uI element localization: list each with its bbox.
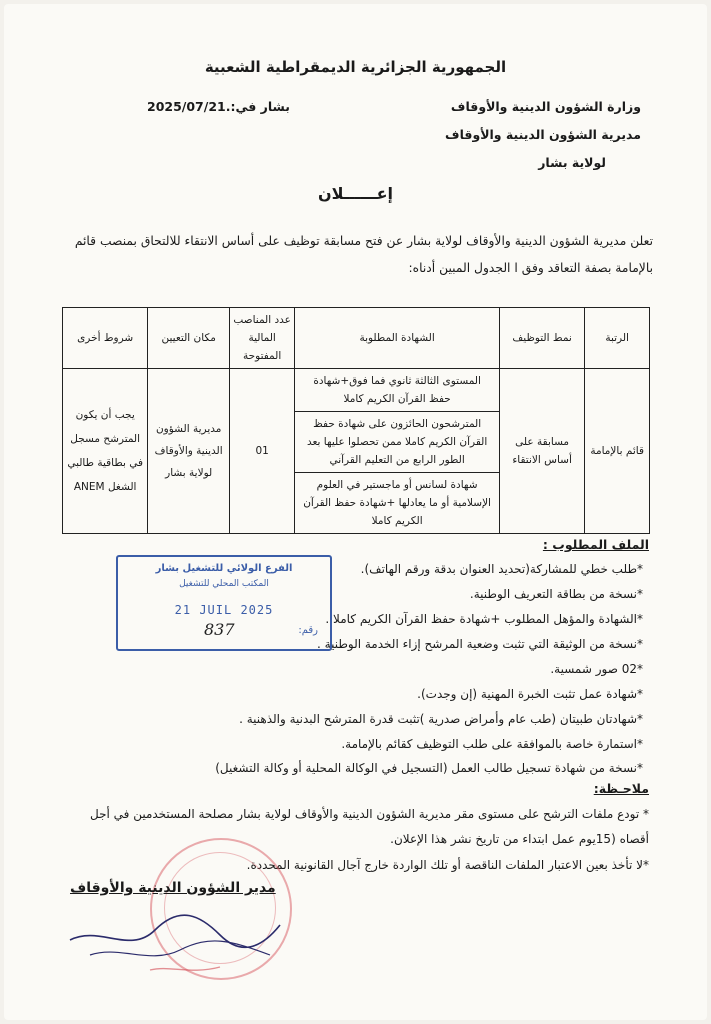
note-item: *لا تأخذ بعين الاعتبار الملفات الناقصة أو تلك الواردة خارج آجال القانونية المحددة. bbox=[246, 858, 649, 872]
document-item: *نسخة من الوثيقة التي تثبت وضعية المرشح إزاء الخدمة الوطنية . bbox=[317, 637, 643, 651]
cell-conditions: يجب أن يكون المترشح مسجل في بطاقية طالبي الشغل ANEM bbox=[63, 369, 148, 534]
document-item: *الشهادة والمؤهل المطلوب +شهادة حفظ القرآن الكريم كاملا . bbox=[325, 612, 643, 626]
header-rank: الرتبة bbox=[585, 308, 650, 369]
required-documents-title: الملف المطلوب : bbox=[542, 537, 649, 552]
cell-positions: 01 bbox=[230, 369, 295, 534]
stamp-date: 21 JUIL 2025 bbox=[174, 603, 274, 617]
stamp-subheader: المكتب المحلي للتشغيل bbox=[179, 579, 269, 589]
directorate-name: مديرية الشؤون الدينية والأوقاف bbox=[445, 127, 641, 142]
stamp-header: الفرع الولائي للتشغيل بشار bbox=[155, 563, 293, 574]
document-item: *02 صور شمسية. bbox=[550, 662, 643, 676]
document-date: بشار في:.2025/07/21 bbox=[147, 99, 290, 114]
header-certificate: الشهادة المطلوبة bbox=[295, 308, 500, 369]
positions-table bbox=[62, 307, 650, 534]
employment-office-stamp bbox=[116, 555, 332, 651]
ministry-name: وزارة الشؤون الدينية والأوقاف bbox=[450, 99, 641, 114]
certificate-option-3: شهادة لسانس أو ماجستير في العلوم الإسلامية أو ما يعادلها +شهادة حفظ القرآن الكريم كاملا bbox=[303, 479, 491, 527]
intro-line-2: بالإمامة بصفة التعاقد وفق ا الجدول المبين أدناه: bbox=[408, 261, 653, 275]
document-item: *طلب خطي للمشاركة(تحديد العنوان بدقة ورقم الهاتف). bbox=[360, 562, 643, 576]
signature-icon bbox=[60, 895, 290, 985]
document-item: *استمارة خاصة بالموافقة على طلب التوظيف كقائم بالإمامة. bbox=[341, 737, 643, 751]
cell-rank: قائم بالإمامة bbox=[585, 369, 650, 534]
announcement-intro bbox=[43, 228, 653, 282]
cell-location: مديرية الشؤون الدينية والأوقاف لولاية بشار bbox=[148, 369, 230, 534]
note-item: * تودع ملفات الترشح على مستوى مقر مديرية الشؤون الدينية والأوقاف لولاية بشار مصلحة المستخدمين في أجل أقصاه (15يوم عمل ابتداء من تاريخ نشر هذا الإعلان. bbox=[89, 807, 649, 846]
document-item: *نسخة من شهادة تسجيل طالب العمل (التسجيل في الوكالة المحلية أو وكالة التشغيل) bbox=[215, 761, 643, 775]
cell-recruitment-mode: مسابقة على أساس الانتقاء bbox=[499, 369, 584, 534]
republic-title: الجمهورية الجزائرية الديمقراطية الشعبية bbox=[204, 58, 507, 76]
wilaya-name: لولاية بشار bbox=[538, 155, 606, 170]
header-recruitment-mode: نمط التوظيف bbox=[499, 308, 584, 369]
stamp-number-label: رقم: bbox=[298, 625, 318, 636]
header-positions: عدد المناصب المالية المفتوحة bbox=[230, 308, 295, 369]
stamp-number: 837 bbox=[204, 620, 235, 639]
header-conditions: شروط أخرى bbox=[63, 308, 148, 369]
document-item: *نسخة من بطاقة التعريف الوطنية. bbox=[469, 587, 643, 601]
document-item: *شهادتان طبيتان (طب عام وأمراض صدرية )تثبت قدرة المترشح البدنية والذهنية . bbox=[239, 712, 643, 726]
certificate-option-1: المستوى الثالثة ثانوي فما فوق+شهادة حفظ القرآن الكريم كاملا bbox=[295, 369, 499, 412]
notes-title: ملاحـظة: bbox=[593, 781, 649, 796]
intro-line-1: تعلن مديرية الشؤون الدينية والأوقاف لولاية بشار عن فتح مسابقة توظيف على أساس الانتقاء للالتحاق بمنصب قائم bbox=[74, 234, 653, 248]
cell-certificates bbox=[295, 369, 500, 534]
document-item: *شهادة عمل تثبت الخبرة المهنية (إن وجدت). bbox=[417, 687, 643, 701]
announcement-title: إعــــــلان bbox=[317, 184, 394, 203]
certificate-option-2: المترشحون الحائزون على شهادة حفظ القرآن الكريم كاملا ممن تحصلوا عليها بعد الطور الرابع من التعليم القرآني bbox=[295, 412, 499, 473]
header-location: مكان التعيين bbox=[148, 308, 230, 369]
table-header-row bbox=[63, 308, 650, 369]
director-title: مدير الشؤون الدينية والأوقاف bbox=[70, 880, 276, 896]
table-row bbox=[63, 369, 650, 534]
